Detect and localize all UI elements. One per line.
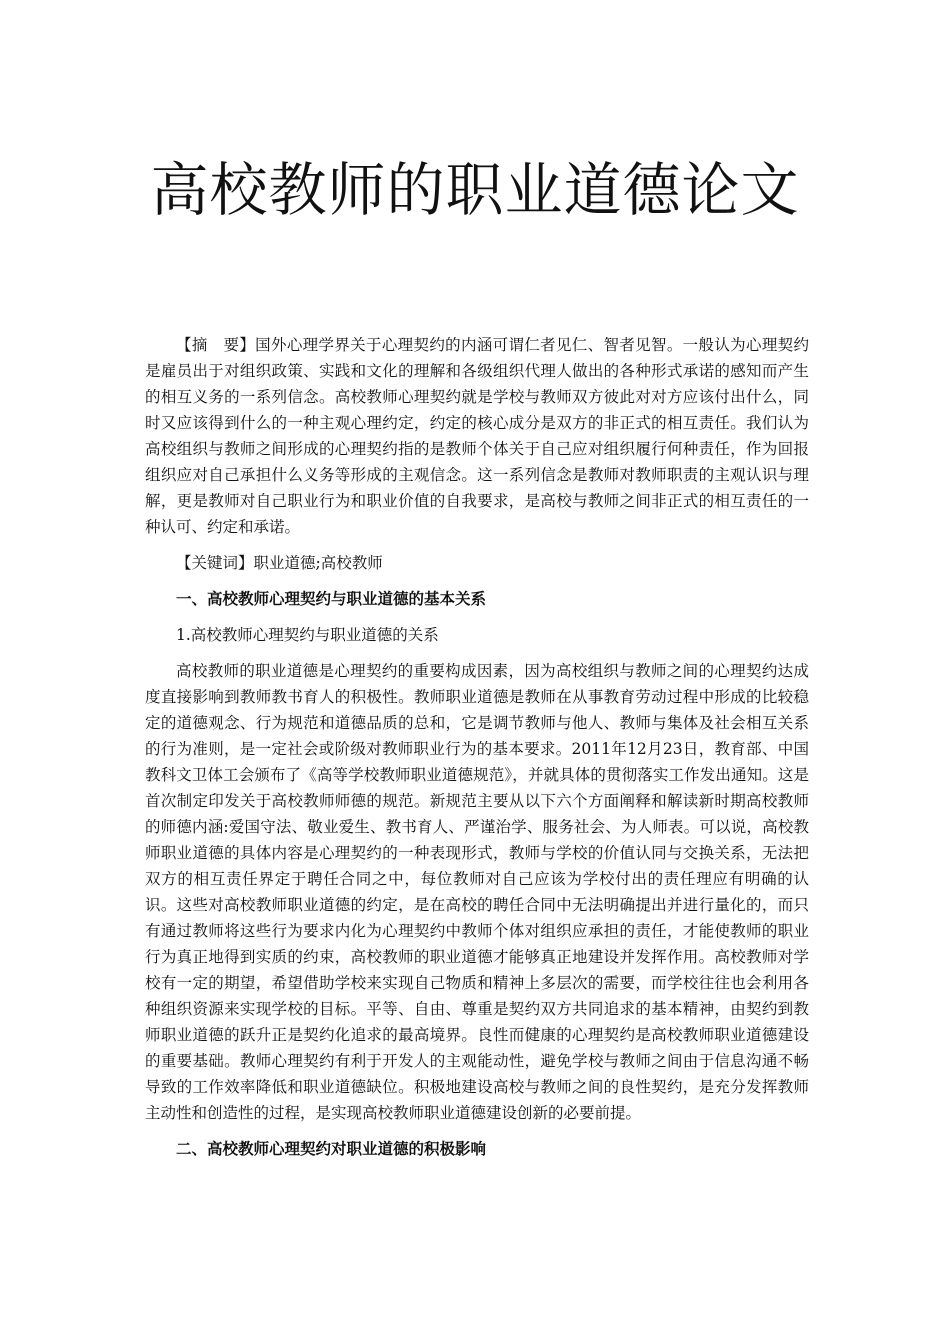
abstract-label: 【摘 要】	[176, 336, 256, 354]
document-body	[145, 332, 809, 1162]
section-heading-2: 二、高校教师心理契约对职业道德的积极影响	[176, 1139, 487, 1158]
abstract-paragraph	[145, 332, 809, 540]
keywords-text: 职业道德;高校教师	[253, 554, 383, 572]
body-paragraph-1: 高校教师的职业道德是心理契约的重要构成因素，因为高校组织与教师之间的心理契约达成度直接影响到教师教书育人的积极性。教师职业道德是教师在从事教育劳动过程中形成的比较稳定的道德观念、行为规范和道德品质的总和，它是调节教师与他人、教师与集体及社会相互关系的行为准则，是一定社会或阶级对教师职业行为的基本要求。2011年12月23日，教育部、中国教科文卫体工会颁布了《高等学校教师职业道德规范》，并就具体的贯彻落实工作发出通知。这是首次制定印发关于高校教师师德的规范。新规范主要从以下六个方面阐释和解读新时期高校教师的师德内涵:爱国守法、敬业爱生、教书育人、严谨治学、服务社会、为人师表。可以说，高校教师职业道德的具体内容是心理契约的一种表现形式，教师与学校的价值认同与交换关系，无法把双方的相互责任界定于聘任合同之中，每位教师对自己应该为学校付出的责任理应有明确的认识。这些对高校教师职业道德的约定，是在高校的聘任合同中无法明确提出并进行量化的，而只有通过教师将这些行为要求内化为心理契约中教师个体对组织应承担的责任，才能使教师的职业行为真正地得到实质的约束，高校教师的职业道德才能够真正地建设并发挥作用。高校教师对学校有一定的期望，希望借助学校来实现自己物质和精神上多层次的需要，而学校往往也会利用各种组织资源来实现学校的目标。平等、自由、尊重是契约双方共同追求的基本精神，由契约到教师职业道德的跃升正是契约化追求的最高境界。良性而健康的心理契约是高校教师职业道德建设的重要基础。教师心理契约有利于开发人的主观能动性，避免学校与教师之间由于信息沟通不畅导致的工作效率降低和职业道德缺位。积极地建设高校与教师之间的良性契约，是充分发挥教师主动性和创造性的过程，是实现高校教师职业道德建设创新的必要前提。	[145, 662, 809, 1122]
abstract-text: 国外心理学界关于心理契约的内涵可谓仁者见仁、智者见智。一般认为心理契约是雇员出于对组织政策、实践和文化的理解和各级组织代理人做出的各种形式承诺的感知而产生的相互义务的一系列信念。高校教师心理契约就是学校与教师双方彼此对对方应该付出什么，同时又应该得到什么的一种主观心理约定，约定的核心成分是双方的非正式的相互责任。我们认为高校组织与教师之间形成的心理契约指的是教师个体关于自己应对组织履行何种责任，作为回报组织应对自己承担什么义务等形成的主观信念。这一系列信念是教师对教师职责的主观认识与理解，更是教师对自己职业行为和职业价值的自我要求，是高校与教师之间非正式的相互责任的一种认可、约定和承诺。	[145, 336, 809, 536]
keywords-paragraph	[145, 550, 809, 576]
document-title: 高校教师的职业道德论文	[150, 156, 800, 224]
subsection-heading-1: 1.高校教师心理契约与职业道德的关系	[176, 626, 439, 644]
section-heading-1: 一、高校教师心理契约与职业道德的基本关系	[176, 589, 487, 608]
keywords-label: 【关键词】	[176, 554, 254, 572]
